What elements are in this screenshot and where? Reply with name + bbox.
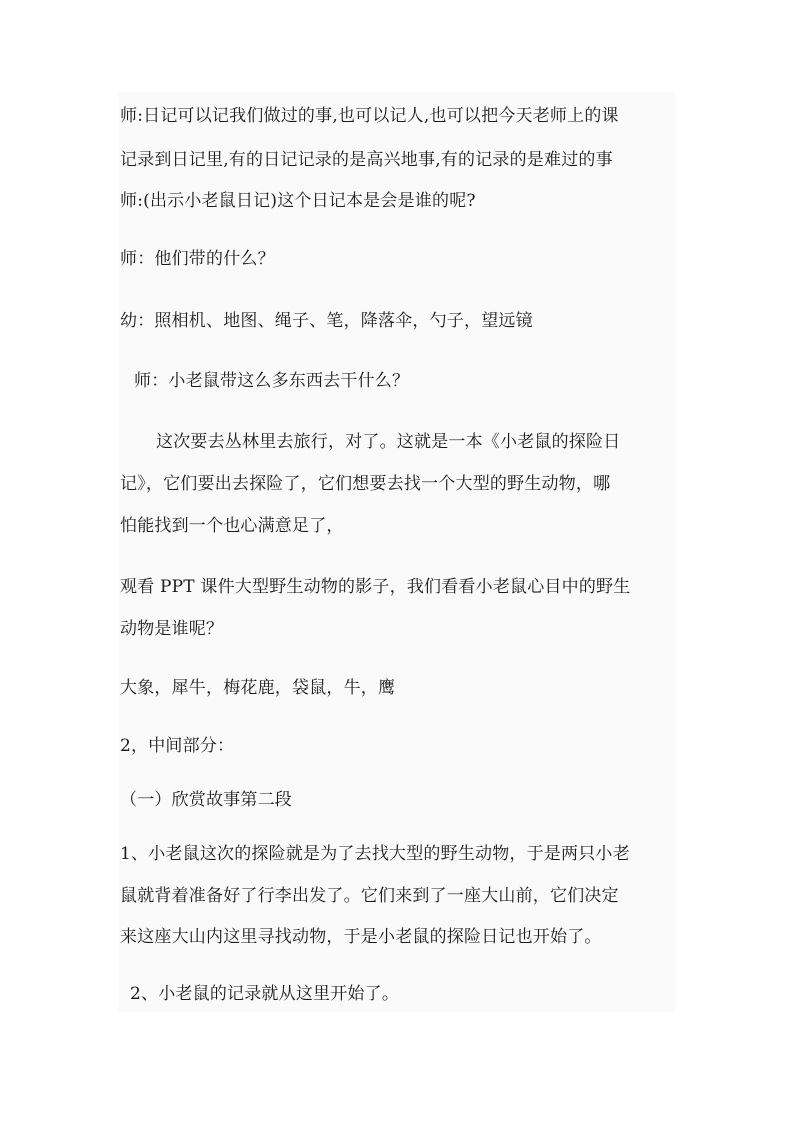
paragraph-line-2: 记录到日记里,有的日记记录的是高兴地事,有的记录的是难过的事 — [120, 150, 613, 170]
paragraph-line-12: 大象，犀牛，梅花鹿，袋鼠，牛，鹰 — [120, 678, 396, 698]
text-block — [118, 92, 675, 1012]
paragraph-line-6: 师：小老鼠带这么多东西去干什么？ — [134, 371, 410, 391]
paragraph-line-3: 师:(出示小老鼠日记)这个日记本是会是谁的呢? — [120, 191, 476, 211]
paragraph-line-17: 来这座大山内这里寻找动物，于是小老鼠的探险日记也开始了。 — [120, 927, 602, 947]
paragraph-line-15: 1、小老鼠这次的探险就是为了去找大型的野生动物，于是两只小老 — [120, 844, 630, 864]
paragraph-line-10: 观看 PPT 课件大型野生动物的影子，我们看看小老鼠心目中的野生 — [120, 577, 631, 597]
paragraph-line-9: 怕能找到一个也心满意足了， — [120, 516, 344, 536]
paragraph-line-14: （一）欣赏故事第二段 — [120, 790, 292, 810]
paragraph-line-11: 动物是谁呢？ — [120, 619, 224, 639]
paragraph-line-4: 师：他们带的什么？ — [120, 249, 275, 269]
paragraph-line-5: 幼：照相机、地图、绳子、笔，降落伞，勺子，望远镜 — [120, 311, 533, 331]
paragraph-line-18: 2、小老鼠的记录就从这里开始了。 — [130, 984, 400, 1004]
paragraph-line-8: 记》，它们要出去探险了，它们想要去找一个大型的野生动物，哪 — [120, 474, 611, 494]
paragraph-line-1: 师:日记可以记我们做过的事,也可以记人,也可以把今天老师上的课 — [120, 106, 619, 126]
paragraph-line-7: 这次要去丛林里去旅行，对了。这就是一本《小老鼠的探险日 — [156, 432, 621, 452]
paragraph-line-13: 2，中间部分： — [120, 736, 235, 756]
paragraph-line-16: 鼠就背着准备好了行李出发了。它们来到了一座大山前，它们决定 — [120, 886, 619, 906]
